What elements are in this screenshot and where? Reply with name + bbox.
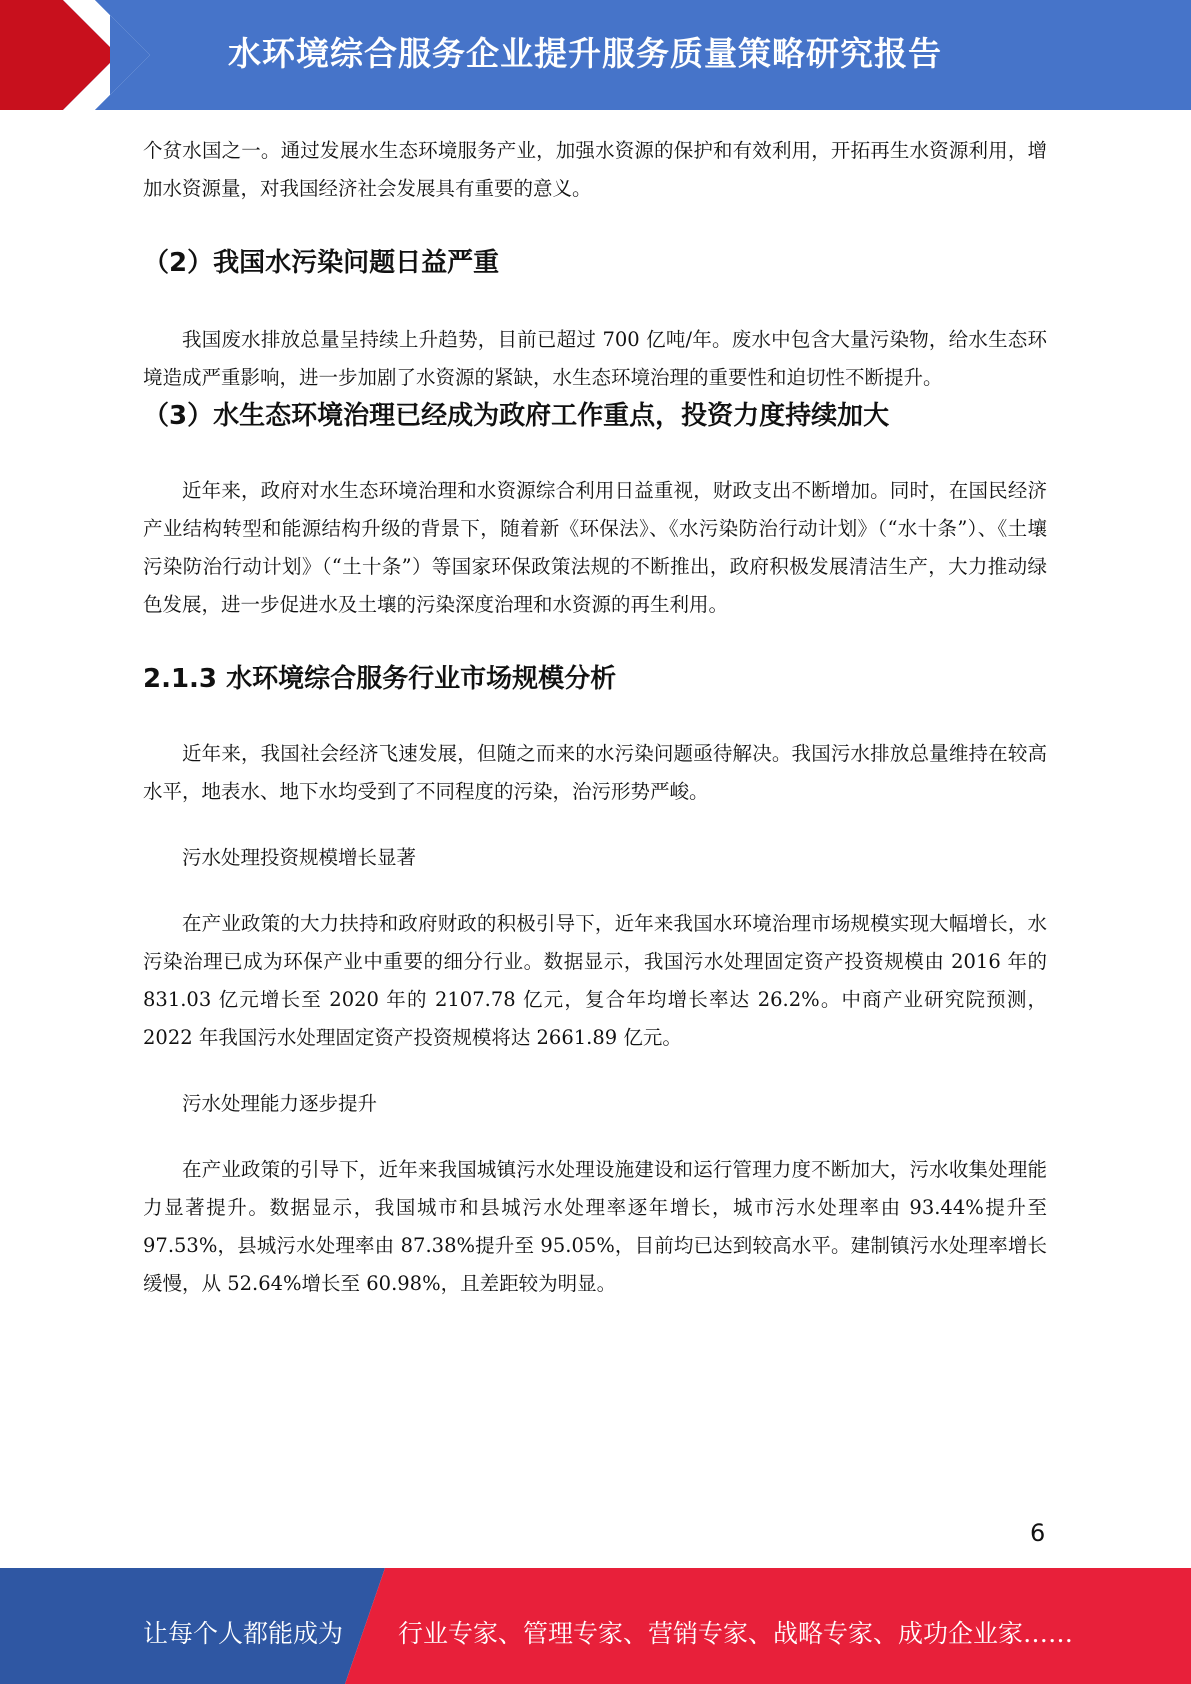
page-number: 6 [1030, 1519, 1046, 1547]
footer-slogan-right: 行业专家、管理专家、营销专家、战略专家、成功企业家…… [398, 1619, 1074, 1648]
heading-3: （3）水生态环境治理已经成为政府工作重点，投资力度持续加大 [143, 401, 890, 431]
footer-slogan-left: 让每个人都能成为 [143, 1619, 344, 1648]
section-heading-2-1-3: 2.1.3 水环境综合服务行业市场规模分析 [143, 664, 617, 694]
header-arrow-icon [0, 0, 160, 110]
subheading-investment: 污水处理投资规模增长显著 [182, 846, 417, 869]
header-title: 水环境综合服务企业提升服务质量策略研究报告 [228, 34, 942, 73]
paragraph-4: 近年来，我国社会经济飞速发展，但随之而来的水污染问题亟待解决。我国污水排放总量维持在较高水平，地表水、地下水均受到了不同程度的污染，治污形势严峻。 [143, 742, 1047, 803]
paragraph-2: 我国废水排放总量呈持续上升趋势，目前已超过 700 亿吨/年。废水中包含大量污染物，给水生态环境造成严重影响，进一步加剧了水资源的紧缺，水生态环境治理的重要性和迫切性不断提升。 [143, 328, 1047, 389]
paragraph-3: 近年来，政府对水生态环境治理和水资源综合利用日益重视，财政支出不断增加。同时，在国民经济产业结构转型和能源结构升级的背景下，随着新《环保法》、《水污染防治行动计划》（“水十条”）、《土壤污染防治行动计划》（“土十条”）等国家环保政策法规的不断推出，政府积极发展清洁生产，大力推动绿色发展，进一步促进水及土壤的污染深度治理和水资源的再生利用。 [143, 479, 1047, 616]
paragraph-1: 个贫水国之一。通过发展水生态环境服务产业，加强水资源的保护和有效利用，开拓再生水资源利用，增加水资源量，对我国经济社会发展具有重要的意义。 [143, 139, 1047, 200]
page-header [0, 0, 1191, 110]
page-footer [0, 1568, 1191, 1684]
document-body [143, 132, 1047, 1303]
paragraph-6: 在产业政策的引导下，近年来我国城镇污水处理设施建设和运行管理力度不断加大，污水收集处理能力显著提升。数据显示，我国城市和县城污水处理率逐年增长，城市污水处理率由 93.44%提升至 97.53%，县城污水处理率由 87.38%提升至 95.05%，目前均已达到较高水平。建制镇污水处理率增长缓慢，从 52.64%增长至 60.98%，且差距较为明显。 [143, 1158, 1047, 1295]
subheading-capacity: 污水处理能力逐步提升 [182, 1092, 378, 1115]
heading-2: （2）我国水污染问题日益严重 [143, 248, 500, 278]
paragraph-5: 在产业政策的大力扶持和政府财政的积极引导下，近年来我国水环境治理市场规模实现大幅增长，水污染治理已成为环保产业中重要的细分行业。数据显示，我国污水处理固定资产投资规模由 2016 年的 831.03 亿元增长至 2020 年的 2107.78 亿元，复合年均增长率达 26.2%。中商产业研究院预测，2022 年我国污水处理固定资产投资规模将达 2661.89 亿元。 [143, 912, 1047, 1049]
